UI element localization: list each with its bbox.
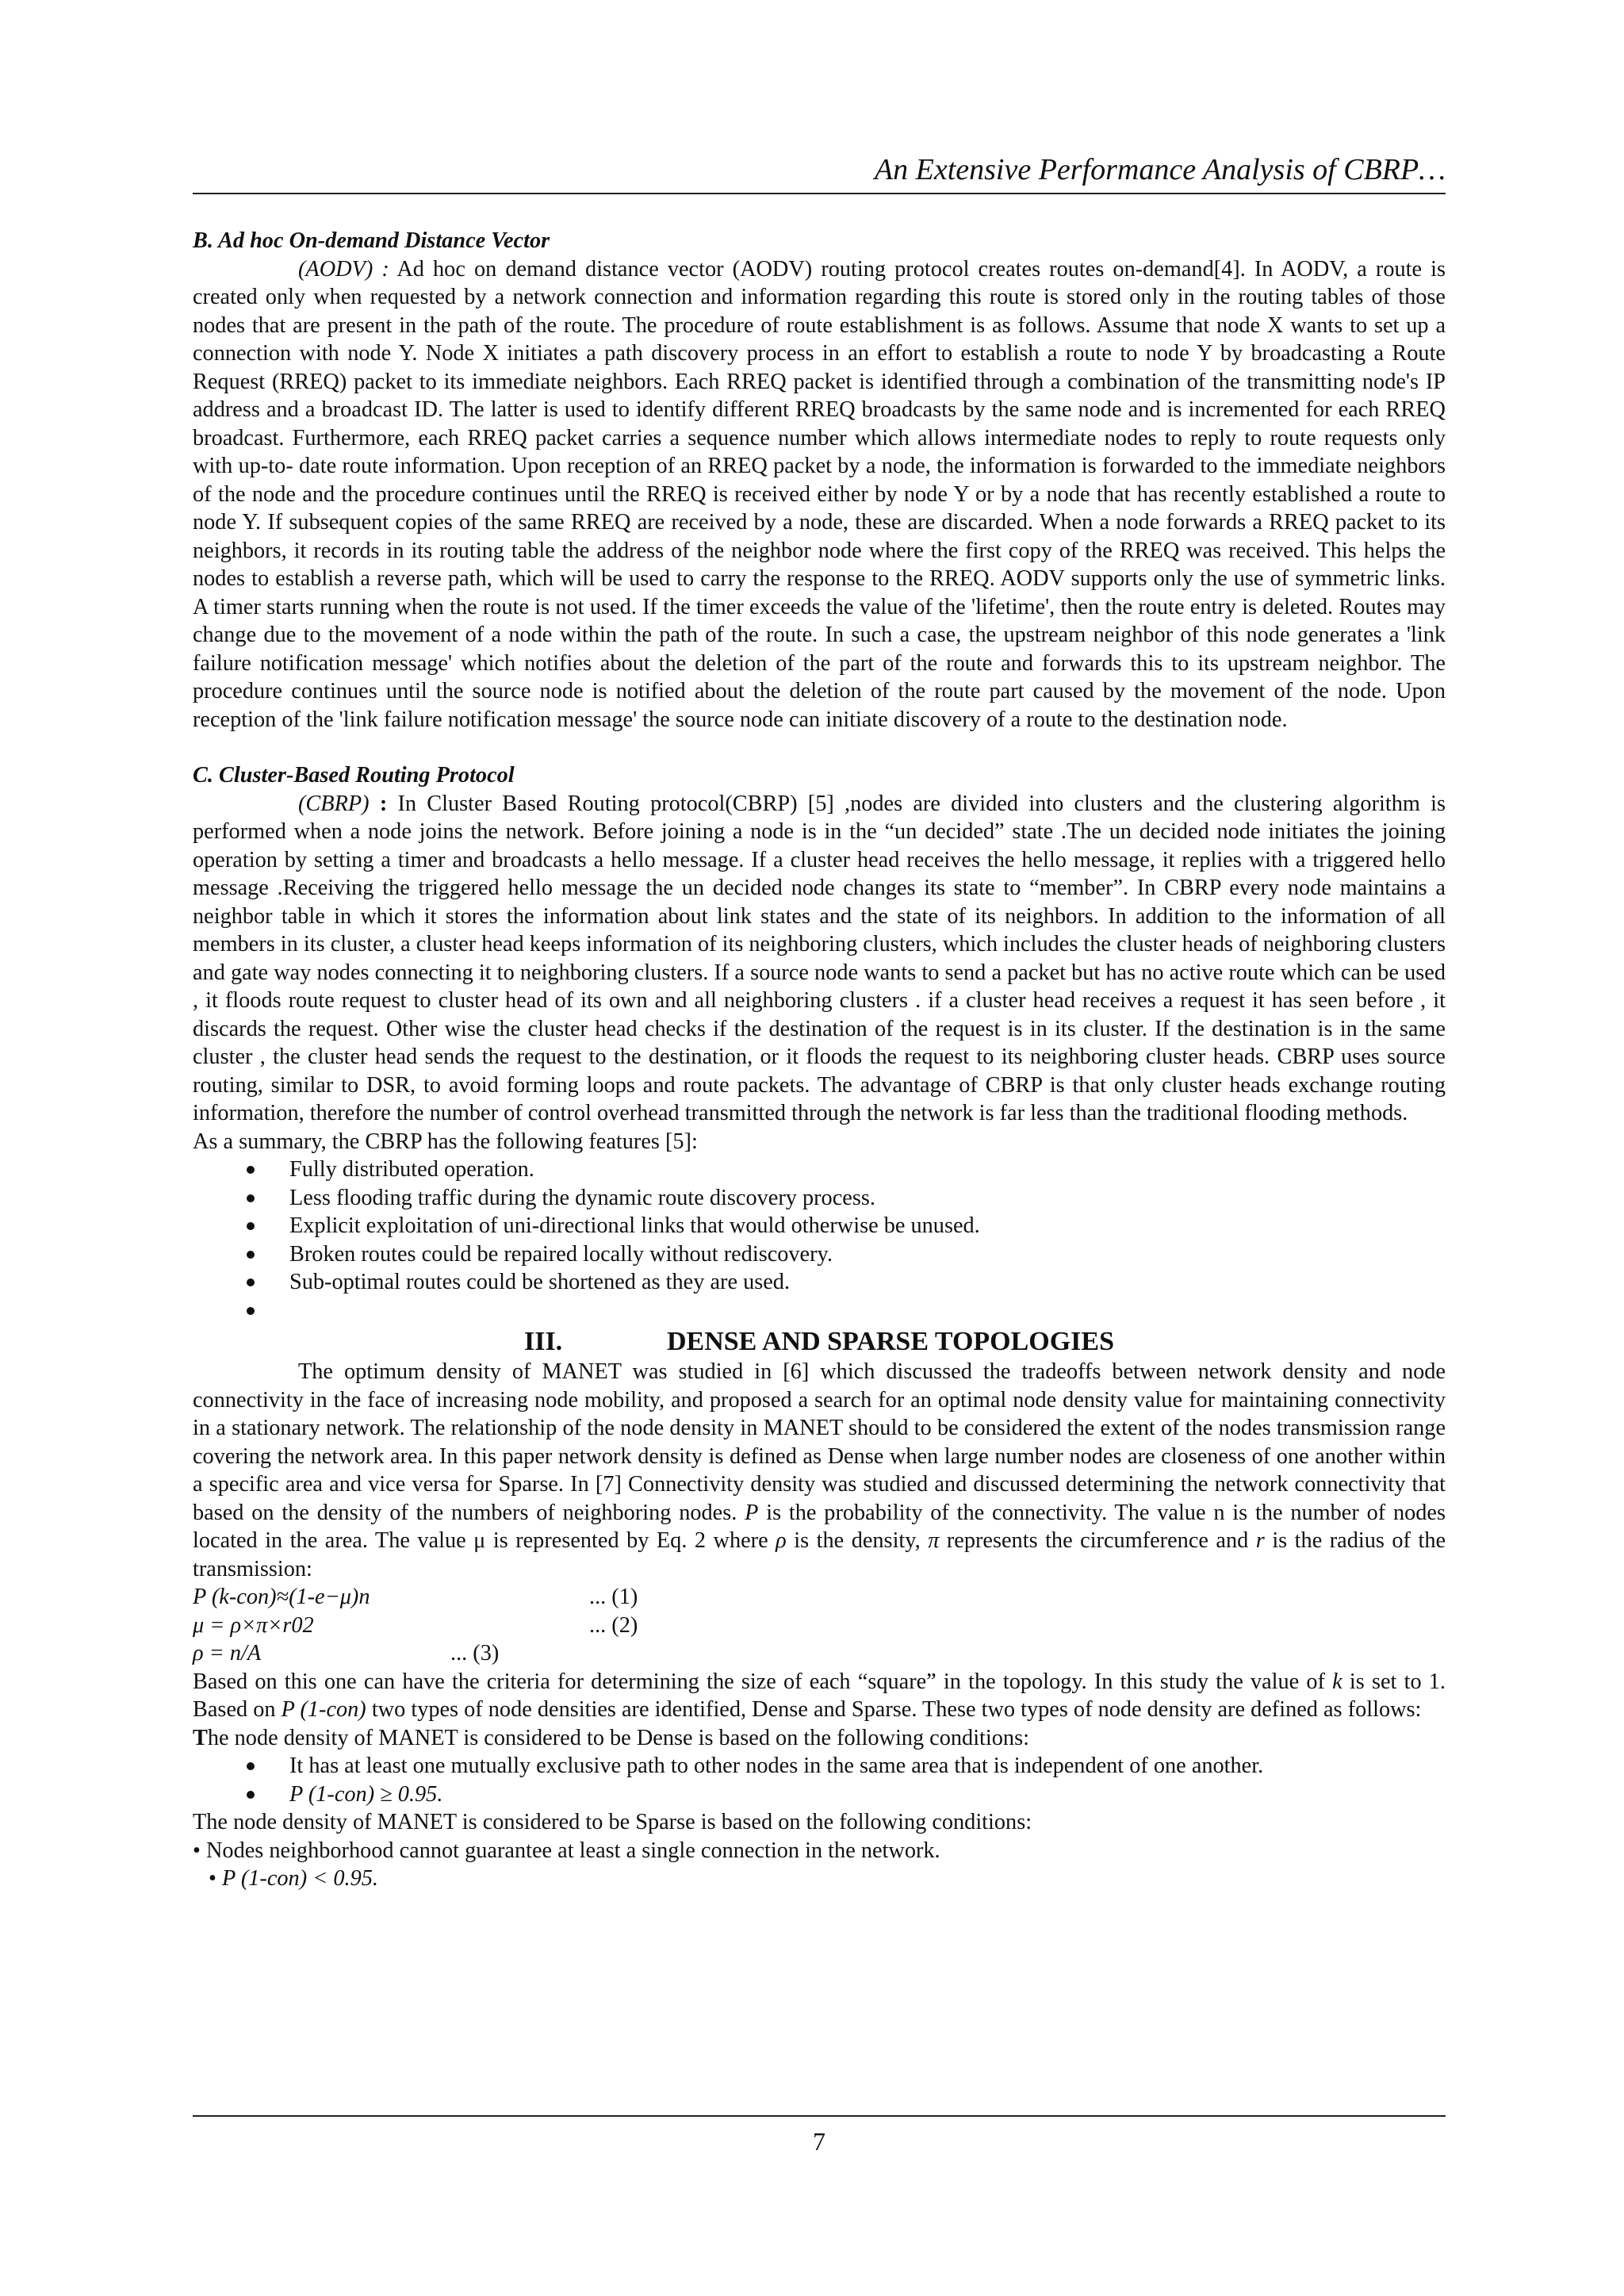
bullet-icon [247,1307,255,1315]
text-run: The optimum density of MANET was studied in [6] which discussed the tradeoffs between network density and node connectivity in the face of increasing node mobility, and proposed a search for an optimal node density value for maintaining connectivity in a stationary network. The relationship of the node density in MANET should to be considered the extent of the nodes transmission range covering the network area. In this paper network density is defined as Dense when large number nodes are closeness of one another within a specific area and vice versa for Sparse. In [7] Connectivity density was studied and discussed determining the network connectivity that based on the density of the numbers of neighboring nodes. [193,1359,1446,1525]
feature-text: Less flooding traffic during the dynamic route discovery process. [289,1185,875,1210]
list-item [193,1240,1446,1269]
running-header: An Extensive Performance Analysis of CBRP… [874,153,1446,186]
bullet-icon [247,1791,255,1799]
dense-intro [193,1724,1446,1753]
feature-list [193,1156,1446,1324]
symbol-k: k [1332,1669,1342,1694]
section-number: III. [523,1327,563,1356]
bullet-icon [247,1762,255,1770]
text-run: is the density, [794,1528,921,1553]
feature-text: Explicit exploitation of uni-directional links that would otherwise be unused. [289,1213,980,1238]
bullet-icon [247,1222,255,1230]
list-item [193,1156,1446,1184]
condition-text: P (1-con) < 0.95. [222,1866,378,1891]
equation-2 [193,1612,1446,1640]
bullet-icon [247,1194,255,1202]
list-item [193,1184,1446,1213]
cbrp-label: (CBRP) [298,791,370,816]
symbol-r: r [1255,1528,1265,1553]
text-run: is the probability of the connectivity. The value n is the number of nodes located in the area. The value μ is represented by Eq. 2 where [193,1500,1446,1553]
list-item [193,1268,1446,1297]
equation-number: ... (3) [450,1641,500,1665]
equation-3 [193,1639,1446,1668]
symbol-rho: ρ [776,1528,787,1553]
symbol-p: P [745,1500,759,1525]
section-title: DENSE AND SPARSE TOPOLOGIES [666,1327,1114,1356]
condition-text: P (1-con) ≥ 0.95. [289,1781,443,1807]
text-run: Based on this one can have the criteria for determining the size of each “square” in the topology. In this study the value of [193,1669,1325,1694]
feature-text: Broken routes could be repaired locally without rediscovery. [289,1241,833,1267]
page-body [193,227,1446,1893]
equation-lhs: μ = ρ×π×r02 [193,1612,314,1638]
section-c-paragraph [193,790,1446,1128]
section-c-heading: C. Cluster-Based Routing Protocol [193,763,515,788]
section-3-paragraph-1 [193,1358,1446,1583]
list-item [193,1780,1446,1809]
aodv-label: (AODV) : [298,256,389,282]
bullet-icon [247,1251,255,1259]
header-rule [193,193,1446,194]
text-run: is the radius of the transmission: [193,1528,1446,1581]
text-run: T [193,1725,208,1750]
feature-text: Sub-optimal routes could be shortened as they are used. [289,1270,791,1294]
text-run: is set to 1. Based on [193,1669,1446,1722]
list-item [193,1297,1446,1325]
feature-text: Fully distributed operation. [289,1157,534,1182]
bullet-icon: • [209,1866,216,1891]
summary-intro: As a summary, the CBRP has the following features [5]: [193,1129,698,1154]
symbol-p-1con: P (1-con) [281,1697,366,1722]
spacer [193,734,1446,761]
dense-conditions [193,1752,1446,1808]
text-run: he node density of MANET is considered to be Dense is based on the following conditions: [207,1725,1029,1750]
symbol-pi: π [928,1528,940,1553]
section-b-heading: B. Ad hoc On-demand Distance Vector [193,228,550,253]
cbrp-colon: : [379,791,388,816]
section-b-text: Ad hoc on demand distance vector (AODV) routing protocol creates routes on-demand[4]. In AODV, a route is created only when requested by a network connection and information regarding this route is stored only in the routing tables of those nodes that are present in the path of the route. The procedure of route establishment is as follows. Assume that node X wants to set up a connection with node Y. Node X initiates a path discovery process in an effort to establish a route to node Y by broadcasting a Route Request (RREQ) packet to its immediate neighbors. Each RREQ packet is identified through a combination of the transmitting node's IP address and a broadcast ID. The latter is used to identify different RREQ broadcasts by the same node and is incremented for each RREQ broadcast. Furthermore, each RREQ packet carries a sequence number which allows intermediate nodes to reply to route requests only with up-to- date route information. Upon reception of an RREQ packet by a node, the information is forwarded to the immediate neighbors of the node and the procedure continues until the RREQ is received either by node Y or by a node that has recently established a route to node Y. If subsequent copies of the same RREQ are received by a node, these are discarded. When a node forwards a RREQ packet to its neighbors, it records in its routing table the address of the neighbor node where the first copy of the RREQ was received. This helps the nodes to establish a reverse path, which will be used to carry the response to the RREQ. AODV supports only the use of symmetric links. A timer starts running when the route is not used. If the timer exceeds the value of the 'lifetime', then the route entry is deleted. Routes may change due to the movement of a node within the path of the route. In such a case, the upstream neighbor of this node generates a 'link failure notification message' which notifies about the deletion of the part of the route and forwards this to its upstream neighbor. The procedure continues until the source node is notified about the deletion of the route part caused by the movement of the node. Upon reception of the 'link failure notification message' the source node can initiate discovery of a route to the destination node. [193,256,1446,732]
equation-lhs: ρ = n/A [193,1641,262,1665]
sparse-condition-1: • Nodes neighborhood cannot guarantee at least a single connection in the network. [193,1838,940,1863]
condition-text: It has at least one mutually exclusive path to other nodes in the same area that is independent of one another. [289,1754,1264,1778]
footer-rule [193,2115,1446,2117]
section-c-text: In Cluster Based Routing protocol(CBRP) [5] ,nodes are divided into clusters and the clustering algorithm is performed when a node joins the network. Before joining a node is in the “un decided” state .The un decided node initiates the joining operation by setting a timer and broadcasts a hello message. If a cluster head receives the hello message, it replies with a triggered hello message .Receiving the triggered hello message the un decided node changes its state to “member”. In CBRP every node maintains a neighbor table in which it stores the information about link states and the state of its neighbors. In addition to the information of all members in its cluster, a cluster head keeps information of its neighboring clusters, which includes the cluster heads of neighboring clusters and gate way nodes connecting it to neighboring clusters. If a source node wants to send a packet but has no active route which can be used , it floods route request to cluster head of its own and all neighboring clusters . if a cluster head receives a request it has seen before , it discards the request. Other wise the cluster head checks if the destination of the request is in its cluster. If the destination is in the same cluster , the cluster head sends the request to the destination, or it floods the request to its neighboring cluster heads. CBRP uses source routing, similar to DSR, to avoid forming loops and route packets. The advantage of CBRP is that only cluster heads exchange routing information, therefore the number of control overhead transmitted through the network is far less than the traditional flooding methods. [193,791,1446,1125]
equation-number: ... (2) [589,1612,638,1638]
list-item [193,1212,1446,1240]
bullet-icon [247,1166,255,1174]
section-3-paragraph-2 [193,1668,1446,1724]
bullet-icon [247,1278,255,1286]
section-3-heading [193,1326,1446,1358]
section-b-paragraph [193,255,1446,734]
text-run: represents the circumference and [946,1528,1249,1553]
sparse-intro: The node density of MANET is considered to be Sparse is based on the following conditions: [193,1810,1032,1834]
text-run: two types of node densities are identified, Dense and Sparse. These two types of node density are defined as follows: [371,1697,1422,1722]
page-number: 7 [813,2127,825,2156]
equation-1 [193,1583,1446,1612]
sparse-condition-2 [193,1865,1446,1893]
equation-lhs: P (k-con)≈(1-e−μ)n [193,1585,370,1609]
list-item [193,1752,1446,1780]
equation-number: ... (1) [589,1585,638,1609]
